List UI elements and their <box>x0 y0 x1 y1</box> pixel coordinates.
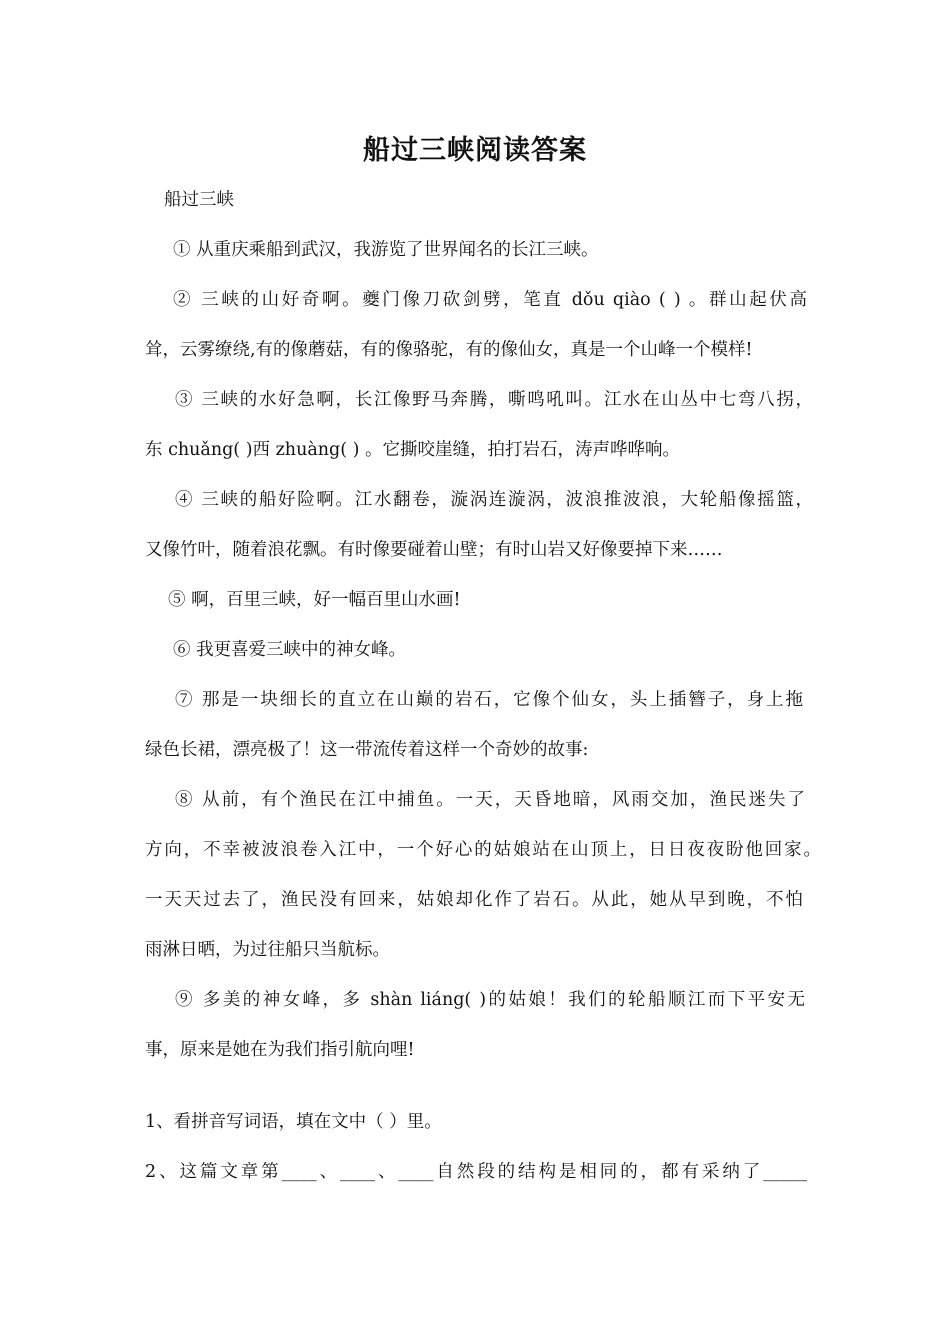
paragraph-3-line-2: 东 chuǎng( )西 zhuàng( ) 。它撕咬崖缝，拍打岩石，涛声哗哗响。 <box>145 440 681 460</box>
paragraph-7-line-2: 绿色长裙，漂亮极了！这一带流传着这样一个奇妙的故事: <box>145 740 589 760</box>
paragraph-9-line-1: ⑨ 多美的神女峰，多 shàn liáng( )的姑娘！我们的轮船顺江而下平安无 <box>175 990 805 1010</box>
paragraph-7-line-1: ⑦ 那是一块细长的直立在山巅的岩石，它像个仙女，头上插簪子，身上拖 <box>175 690 803 710</box>
paragraph-2-line-2: 耸，云雾缭绕,有的像蘑菇，有的像骆驼，有的像仙女，真是一个山峰一个模样! <box>145 340 753 360</box>
paragraph-8-line-3: 一天天过去了，渔民没有回来，姑娘却化作了岩石。从此，她从早到晚，不怕 <box>145 890 803 910</box>
paragraph-6-line: ⑥ 我更喜爱三峡中的神女峰。 <box>173 640 407 660</box>
paragraph-8-line-1: ⑧ 从前，有个渔民在江中捕鱼。一天，天昏地暗，风雨交加，渔民迷失了 <box>175 790 805 810</box>
paragraph-4-line-1: ④ 三峡的船好险啊。江水翻卷，漩涡连漩涡，波浪推波浪，大轮船像摇篮， <box>175 490 813 510</box>
question-2: 2、这篇文章第____、____、____自然段的结构是相同的，都有采纳了_____ <box>145 1162 807 1182</box>
paragraph-3-line-1: ③ 三峡的水好急啊，长江像野马奔腾，嘶鸣吼叫。江水在山丛中七弯八拐， <box>175 390 813 410</box>
document-title: 船过三峡阅读答案 <box>363 135 587 166</box>
paragraph-9-line-2: 事，原来是她在为我们指引航向哩! <box>145 1040 415 1060</box>
passage-title: 船过三峡 <box>164 190 234 210</box>
paragraph-1-line: ① 从重庆乘船到武汉，我游览了世界闻名的长江三峡。 <box>173 240 599 260</box>
paragraph-5-line: ⑤ 啊，百里三峡，好一幅百里山水画! <box>168 590 461 610</box>
question-1: 1、看拼音写词语，填在文中（ ）里。 <box>145 1112 442 1132</box>
paragraph-2-line-1: ② 三峡的山好奇啊。夔门像刀砍剑劈，笔直 dǒu qiào ( ) 。群山起伏高 <box>173 290 807 310</box>
paragraph-8-line-4: 雨淋日晒，为过往船只当航标。 <box>145 940 390 960</box>
paragraph-8-line-2: 方向，不幸被波浪卷入江中，一个好心的姑娘站在山顶上，日日夜夜盼他回家。 <box>145 840 821 860</box>
paragraph-4-line-2: 又像竹叶，随着浪花飘。有时像要碰着山壁；有时山岩又好像要掉下来…… <box>145 540 723 560</box>
